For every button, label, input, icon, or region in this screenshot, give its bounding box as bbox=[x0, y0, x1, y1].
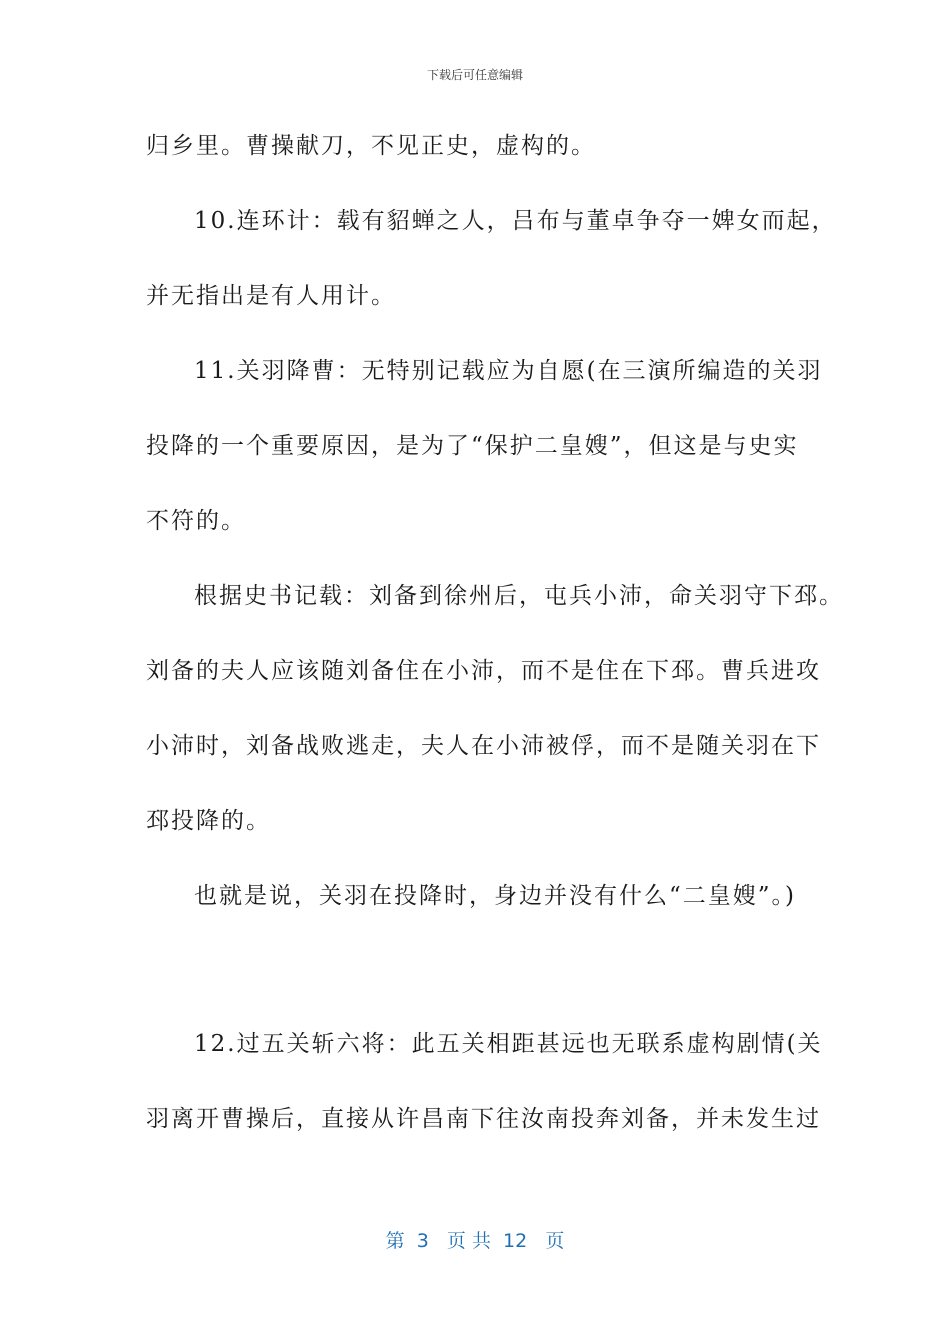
text-line: 12.过五关斩六将：此五关相距甚远也无联系虚构剧情(关 bbox=[194, 1031, 823, 1057]
text-line: 归乡里。曹操献刀，不见正史，虚构的。 bbox=[146, 133, 596, 159]
text-line: 不符的。 bbox=[146, 508, 246, 534]
text-line: 邳投降的。 bbox=[146, 808, 271, 834]
text-line: 10.连环计：载有貂蝉之人，吕布与董卓争夺一婢女而起， bbox=[194, 208, 837, 234]
text-line: 刘备的夫人应该随刘备住在小沛，而不是住在下邳。曹兵进攻 bbox=[146, 658, 821, 684]
text-line: 11.关羽降曹：无特别记载应为自愿(在三演所编造的关羽 bbox=[194, 358, 823, 384]
text-line: 根据史书记载：刘备到徐州后，屯兵小沛，命关羽守下邳。 bbox=[194, 583, 844, 609]
page-header: 下载后可任意编辑 bbox=[426, 68, 523, 82]
text-line: 小沛时，刘备战败逃走，夫人在小沛被俘，而不是随关羽在下 bbox=[146, 733, 821, 759]
text-line: 投降的一个重要原因，是为了“保护二皇嫂”，但这是与史实 bbox=[146, 433, 799, 459]
page-footer: 第 3 页 共 12 页 bbox=[385, 1230, 565, 1252]
text-line: 并无指出是有人用计。 bbox=[146, 283, 396, 309]
text-line: 羽离开曹操后，直接从许昌南下往汝南投奔刘备，并未发生过 bbox=[146, 1106, 821, 1132]
text-line: 也就是说，关羽在投降时，身边并没有什么“二皇嫂”。) bbox=[194, 883, 796, 909]
